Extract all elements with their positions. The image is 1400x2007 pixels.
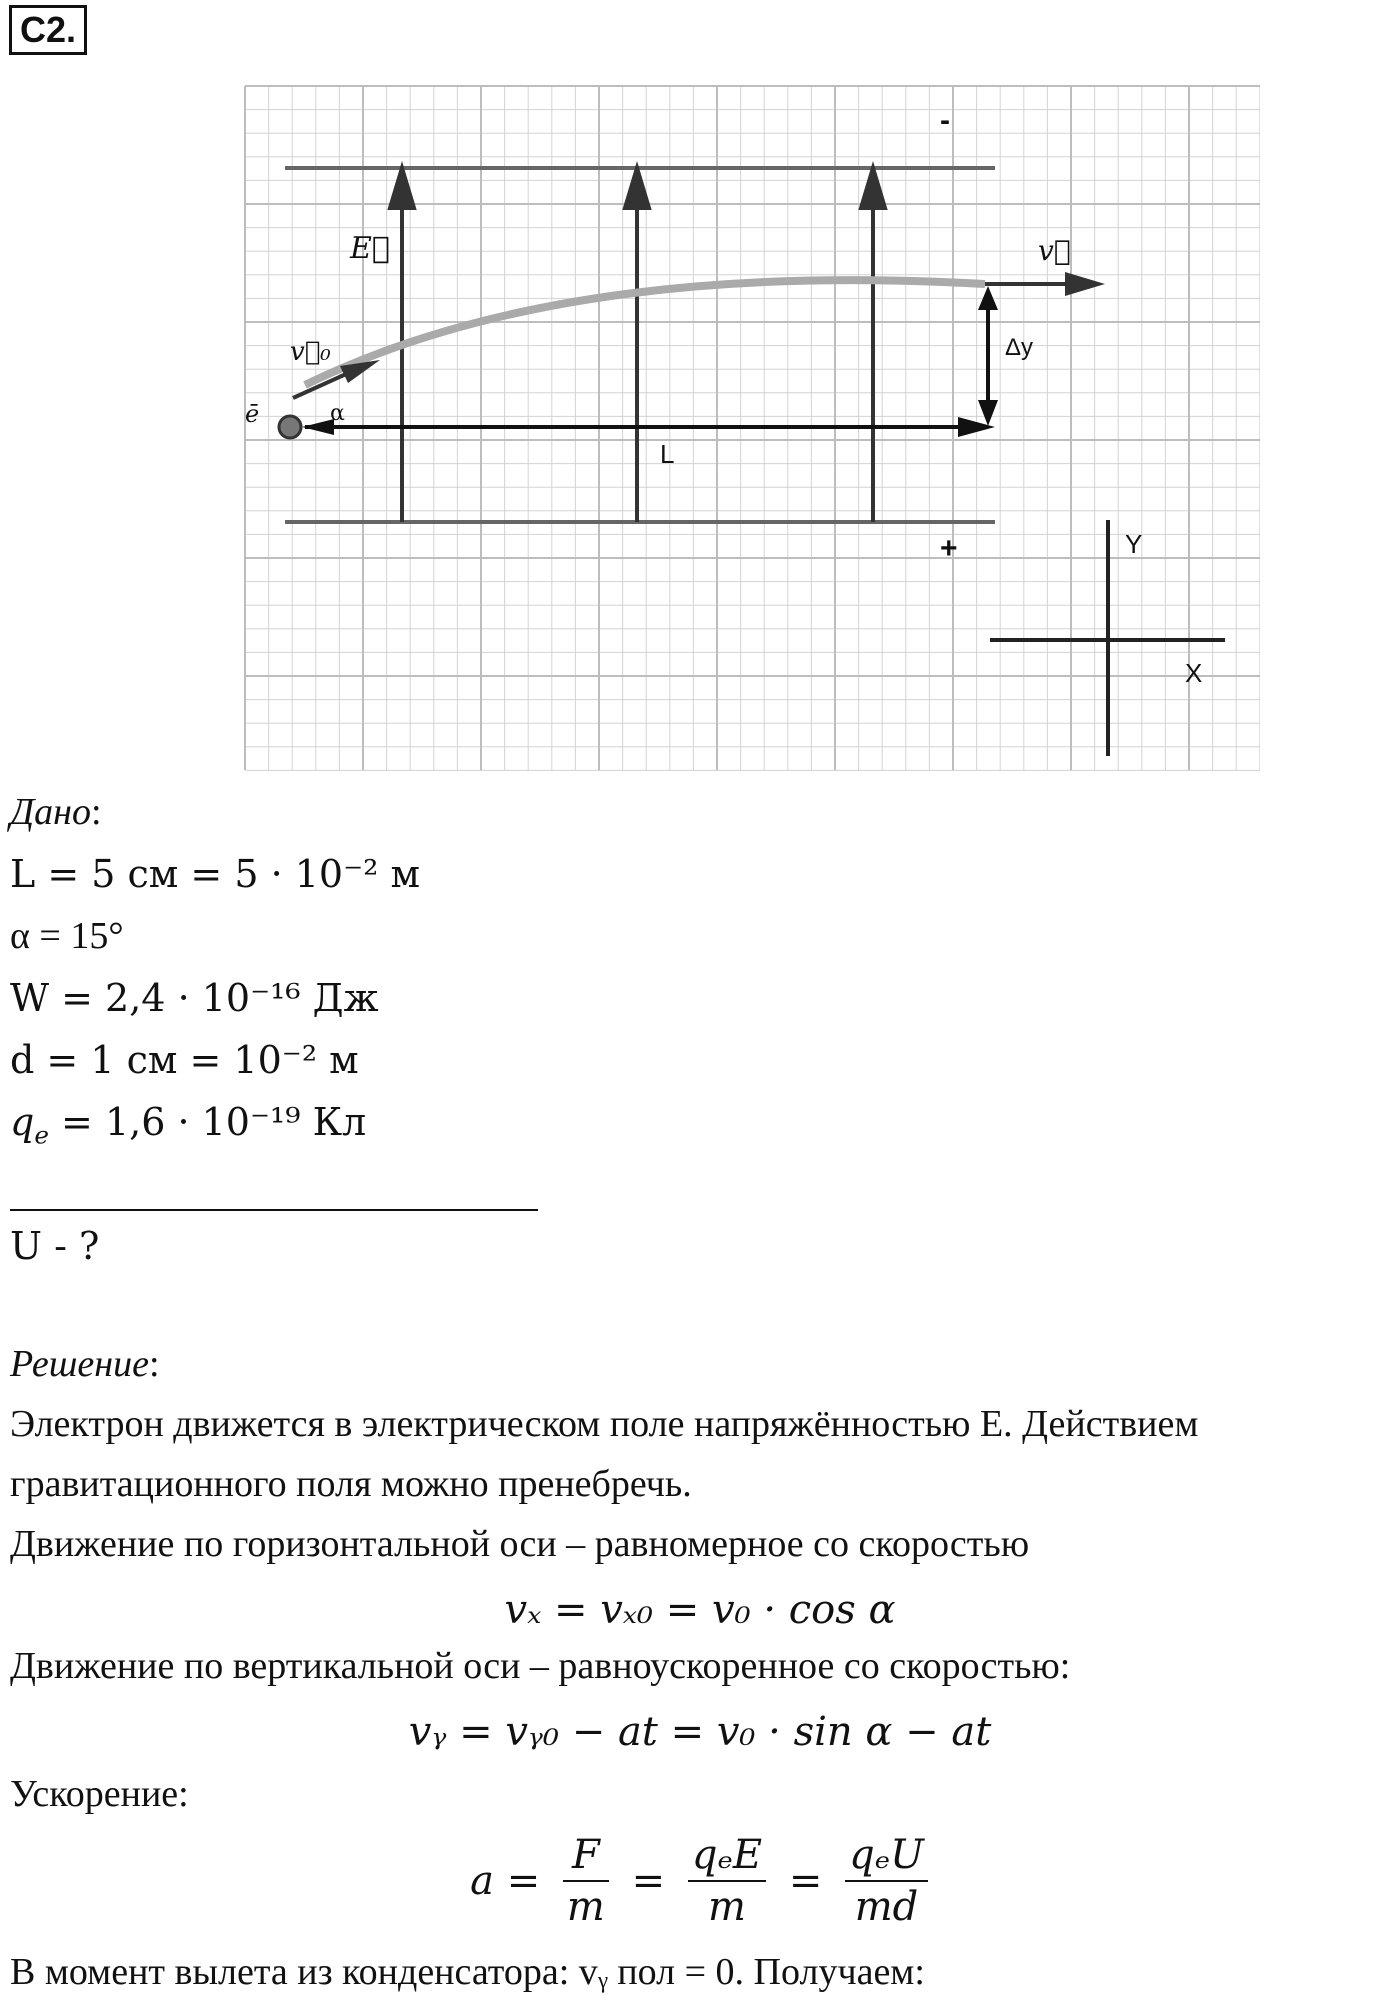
field-label: E⃗ xyxy=(350,231,390,266)
solution-heading: Решение: xyxy=(10,1343,160,1385)
plus-sign: + xyxy=(940,532,958,565)
equation-vy: vᵧ = vᵧ₀ − at = v₀ · sin α − at xyxy=(408,1709,992,1755)
solution-p5: Ускорение: xyxy=(10,1773,189,1815)
solution-p1: Электрон движется в электрическом поле напряжённостью E. Действием xyxy=(10,1403,1199,1445)
given-separator xyxy=(10,1209,538,1211)
electron-label: ē xyxy=(245,400,260,428)
given-L: L = 5 см = 5 · 10⁻² м xyxy=(10,852,421,896)
velocity-label: v⃗ xyxy=(1038,234,1071,267)
given-q: $q_e = 1,6 \cdot 10^{-19}$ Кл xyxy=(10,1100,367,1150)
axis-y-label: Y xyxy=(1125,529,1143,559)
given-heading: Дано: xyxy=(10,791,102,833)
angle-label: α xyxy=(330,401,345,426)
problem-label: C2. xyxy=(9,5,87,55)
given-alpha: α = 15° xyxy=(10,915,124,957)
axis-x-label: X xyxy=(1185,658,1203,688)
capacitor-diagram xyxy=(230,80,1260,780)
exit-velocity-arrow xyxy=(1065,272,1105,296)
solution-p3: Движение по горизонтальной оси – равномерное со скоростью xyxy=(10,1523,1030,1565)
equation-vx: vₓ = vₓ₀ = v₀ · cos α xyxy=(504,1587,896,1633)
minus-sign: - xyxy=(940,104,950,137)
equation-acceleration: a = $\frac{F}{m}$ = $\frac{\text{qₑE}}{m}$ = $\frac{\text{qₑU}}{md}$ xyxy=(0,1830,1400,1932)
solution-p4: Движение по вертикальной оси – равноускоренное со скоростью: xyxy=(10,1645,1071,1687)
given-d: d = 1 см = 10⁻² м xyxy=(10,1038,359,1082)
initial-velocity-label: v⃗₀ xyxy=(290,337,331,367)
solution-p2: гравитационного поля можно пренебречь. xyxy=(10,1463,692,1505)
solution-p6: В момент вылета из конденсатора: vᵧ пол = 0. Получаем: xyxy=(10,1951,925,1993)
unknown: U - ? xyxy=(10,1224,100,1268)
dy-label: Δy xyxy=(1005,334,1034,361)
given-W: W = 2,4 · 10⁻¹⁶ Дж xyxy=(10,976,379,1020)
field-arrows xyxy=(390,168,885,522)
length-label: L xyxy=(660,439,675,469)
electron xyxy=(279,416,301,438)
